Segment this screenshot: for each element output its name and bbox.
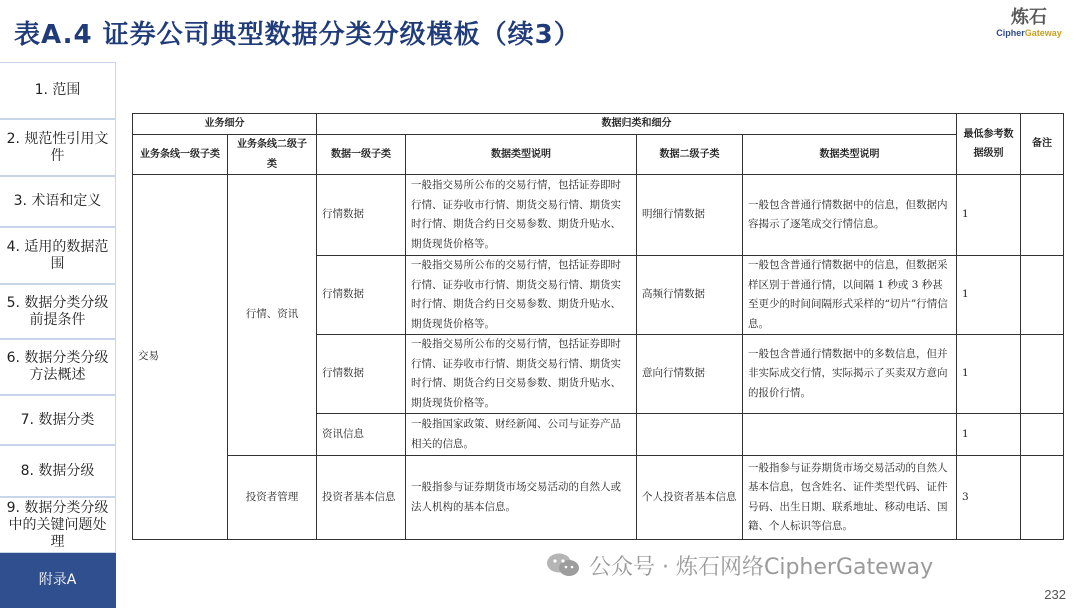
cell-level: 1 xyxy=(957,335,1021,414)
table-row xyxy=(133,456,1064,540)
cell-data-l2: 个人投资者基本信息 xyxy=(637,456,743,540)
classification-table-container xyxy=(132,113,1063,540)
sidebar-nav xyxy=(0,62,116,608)
cell-level: 1 xyxy=(957,414,1021,456)
sidebar-item-grading[interactable]: 8. 数据分级 xyxy=(0,445,116,497)
header-remarks: 备注 xyxy=(1021,114,1064,175)
cell-data-l2: 高频行情数据 xyxy=(637,256,743,335)
cell-data-l1: 行情数据 xyxy=(317,335,406,414)
logo-cn-text: 炼石 xyxy=(1011,7,1047,28)
cell-data-l1: 行情数据 xyxy=(317,256,406,335)
cell-level: 1 xyxy=(957,256,1021,335)
cell-data-l2 xyxy=(637,414,743,456)
header-business-breakdown: 业务细分 xyxy=(133,114,317,135)
cell-level: 1 xyxy=(957,175,1021,256)
logo-en-text xyxy=(992,28,1066,38)
header-min-level: 最低参考数据级别 xyxy=(957,114,1021,175)
cell-note xyxy=(1021,175,1064,256)
cell-desc2: 一般包含普通行情数据中的多数信息，但并非实际成交行情，实际揭示了买卖双方意向的报价行情。 xyxy=(743,335,957,414)
sidebar-item-appendix-a[interactable]: 附录A xyxy=(0,553,116,608)
page-number: 232 xyxy=(1044,587,1066,602)
sidebar-item-prerequisites[interactable]: 5. 数据分类分级前提条件 xyxy=(0,284,116,339)
cell-note xyxy=(1021,256,1064,335)
company-logo xyxy=(992,8,1066,38)
header-data-type-desc-1: 数据类型说明 xyxy=(406,135,637,175)
cell-desc2: 一般包含普通行情数据中的信息，但数据采样区别于普通行情，以间隔 1 秒或 3 秒甚至更少的时间间隔形式采样的“切片”行情信息。 xyxy=(743,256,957,335)
header-data-type-desc-2: 数据类型说明 xyxy=(743,135,957,175)
cell-data-l2: 意向行情数据 xyxy=(637,335,743,414)
page-title: 表A.4 证券公司典型数据分类分级模板（续3） xyxy=(14,20,581,50)
watermark xyxy=(545,550,933,580)
wechat-icon xyxy=(545,552,581,578)
cell-data-l1: 行情数据 xyxy=(317,175,406,256)
cell-desc1: 一般指交易所公布的交易行情，包括证券即时行情、证券收市行情、期货交易行情、期货实时行情、期货合约日交易参数、期货升贴水、期货现货价格等。 xyxy=(406,175,637,256)
sidebar-item-key-issues[interactable]: 9. 数据分类分级中的关键问题处理 xyxy=(0,497,116,553)
cell-desc2 xyxy=(743,414,957,456)
header-business-l1: 业务条线一级子类 xyxy=(133,135,228,175)
cell-note xyxy=(1021,335,1064,414)
watermark-text: 公众号 · 炼石网络CipherGateway xyxy=(589,554,934,580)
header-business-l2: 业务条线二级子类 xyxy=(228,135,317,175)
cell-business-l2-investor: 投资者管理 xyxy=(228,456,317,540)
cell-business-l2-market: 行情、资讯 xyxy=(228,175,317,456)
header-data-l2: 数据二级子类 xyxy=(637,135,743,175)
sidebar-item-classification[interactable]: 7. 数据分类 xyxy=(0,395,116,445)
sidebar-item-scope[interactable]: 1. 范围 xyxy=(0,62,116,119)
cell-desc1: 一般指参与证券期货市场交易活动的自然人或法人机构的基本信息。 xyxy=(406,456,637,540)
cell-data-l2: 明细行情数据 xyxy=(637,175,743,256)
cell-desc1: 一般指交易所公布的交易行情，包括证券即时行情、证券收市行情、期货交易行情、期货实时行情、期货合约日交易参数、期货升贴水、期货现货价格等。 xyxy=(406,256,637,335)
cell-note xyxy=(1021,414,1064,456)
cell-note xyxy=(1021,456,1064,540)
sidebar-item-method-overview[interactable]: 6. 数据分类分级方法概述 xyxy=(0,339,116,395)
cell-desc1: 一般指国家政策、财经新闻、公司与证券产品相关的信息。 xyxy=(406,414,637,456)
cell-data-l1: 投资者基本信息 xyxy=(317,456,406,540)
cell-data-l1: 资讯信息 xyxy=(317,414,406,456)
sidebar-item-data-scope[interactable]: 4. 适用的数据范围 xyxy=(0,227,116,284)
cell-desc2: 一般指参与证券期货市场交易活动的自然人基本信息，包含姓名、证件类型代码、证件号码、出生日期、联系地址、移动电话、国籍、个人标识等信息。 xyxy=(743,456,957,540)
classification-table xyxy=(132,113,1064,540)
sidebar-item-terms[interactable]: 3. 术语和定义 xyxy=(0,176,116,227)
header-data-l1: 数据一级子类 xyxy=(317,135,406,175)
logo-en-a: Cipher xyxy=(996,28,1025,38)
header-data-classification: 数据归类和细分 xyxy=(317,114,957,135)
cell-desc1: 一般指交易所公布的交易行情，包括证券即时行情、证券收市行情、期货交易行情、期货实时行情、期货合约日交易参数、期货升贴水、期货现货价格等。 xyxy=(406,335,637,414)
cell-desc2: 一般包含普通行情数据中的信息，但数据内容揭示了逐笔成交行情信息。 xyxy=(743,175,957,256)
table-row xyxy=(133,175,1064,256)
sidebar-item-normative-references[interactable]: 2. 规范性引用文件 xyxy=(0,119,116,176)
cell-business-l1: 交易 xyxy=(133,175,228,540)
logo-en-b: Gateway xyxy=(1024,28,1062,38)
cell-level: 3 xyxy=(957,456,1021,540)
